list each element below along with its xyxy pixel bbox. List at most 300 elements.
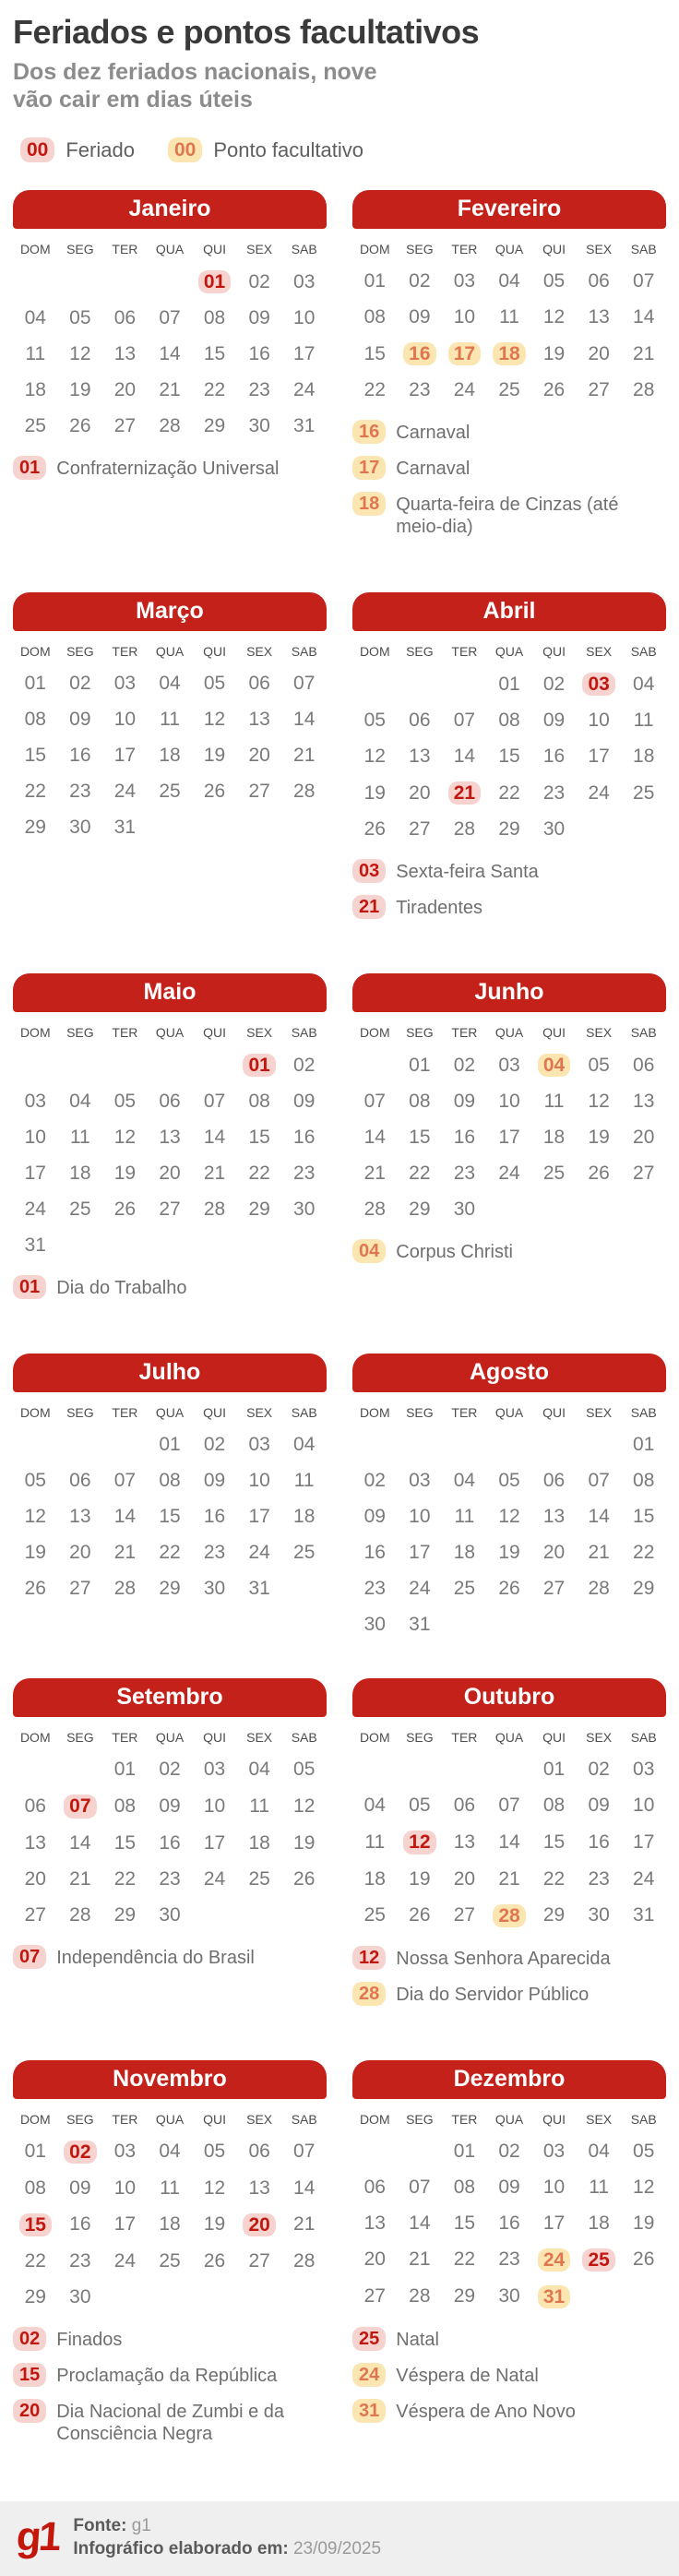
note-row <box>352 2399 666 2423</box>
day-cell: 05 <box>498 1470 520 1492</box>
weekday-label: QUI <box>542 2111 566 2127</box>
day-cell: 02 <box>363 1470 386 1492</box>
day-cell: 05 <box>363 710 386 732</box>
day-cell <box>448 781 481 805</box>
month-title: Maio <box>13 973 327 1012</box>
day-cell: 14 <box>113 1506 137 1528</box>
footer <box>0 2501 679 2576</box>
day-cell: 27 <box>248 781 270 803</box>
calendar-grid <box>13 644 327 839</box>
day-cell: 08 <box>24 2176 46 2199</box>
month-agosto <box>352 1354 666 1636</box>
day-cell: 09 <box>588 1795 610 1817</box>
day-cell: 26 <box>633 2248 655 2271</box>
day-cell: 07 <box>498 1795 520 1817</box>
month-title: Junho <box>352 973 666 1012</box>
footer-date: Infográfico elaborado em: 23/09/2025 <box>73 2539 382 2559</box>
day-cell: 17 <box>542 2212 566 2234</box>
day-cell: 16 <box>248 343 270 365</box>
day-cell: 03 <box>24 1091 46 1113</box>
day-cell: 11 <box>499 306 519 328</box>
day-cell: 25 <box>24 415 46 437</box>
weekday-label: TER <box>451 2111 478 2127</box>
note-label: Proclamação da República <box>56 2365 278 2386</box>
day-cell: 16 <box>542 745 566 768</box>
weekday-label: QUA <box>155 242 185 257</box>
weekday-label: SAB <box>630 1730 657 1746</box>
note-row <box>352 1946 666 1970</box>
month-title: Dezembro <box>352 2060 666 2099</box>
day-cell: 23 <box>248 379 270 401</box>
day-cell: 15 <box>498 745 520 768</box>
weekday-label: SAB <box>630 242 657 257</box>
day-cell: 18 <box>588 2212 610 2234</box>
day-cell: 04 <box>293 1434 316 1456</box>
day-cell: 24 <box>498 1163 520 1185</box>
day-cell: 10 <box>453 306 476 328</box>
day-cell: 29 <box>409 1199 431 1221</box>
day-cell: 28 <box>203 1199 226 1221</box>
facultativo-day-badge: 28 <box>493 1904 525 1927</box>
day-cell: 09 <box>248 307 270 329</box>
day-cell: 14 <box>69 1831 91 1854</box>
day-cell: 17 <box>633 1831 655 1854</box>
day-cell: 11 <box>589 2176 610 2198</box>
day-cell: 21 <box>633 342 655 364</box>
day-cell: 26 <box>203 781 226 803</box>
day-cell: 09 <box>453 1091 476 1113</box>
month-setembro <box>13 1678 327 2017</box>
day-cell <box>538 2248 570 2272</box>
weekday-label: QUA <box>155 1025 185 1041</box>
weekday-label: QUA <box>494 1730 524 1746</box>
day-cell: 24 <box>588 781 610 804</box>
day-cell: 10 <box>293 307 316 329</box>
day-cell: 07 <box>588 1470 610 1492</box>
day-cell: 25 <box>69 1199 91 1221</box>
note-row <box>352 859 666 883</box>
day-cell: 14 <box>409 2212 431 2234</box>
feriado-day-badge: 01 <box>243 1054 275 1077</box>
day-cell: 17 <box>203 1831 226 1854</box>
day-cell: 23 <box>293 1163 316 1185</box>
weekday-label: SEG <box>66 1405 94 1421</box>
day-cell: 20 <box>159 1163 181 1185</box>
day-cell: 27 <box>24 1903 46 1926</box>
day-cell: 24 <box>633 1867 655 1890</box>
weekday-label: QUA <box>494 242 524 257</box>
day-cell: 29 <box>203 415 226 437</box>
note-row <box>352 2327 666 2351</box>
day-cell: 30 <box>69 2285 91 2308</box>
day-cell: 10 <box>113 709 137 731</box>
day-cell: 01 <box>498 673 520 695</box>
note-label: Tiradentes <box>396 898 482 919</box>
month-title: Março <box>13 592 327 631</box>
day-cell: 29 <box>24 817 46 839</box>
day-cell: 30 <box>363 1614 386 1636</box>
weekday-label: QUI <box>542 1025 566 1041</box>
note-label: Véspera de Ano Novo <box>396 2401 576 2422</box>
weekday-label: QUA <box>155 2111 185 2127</box>
weekday-label: QUA <box>494 1025 524 1041</box>
month-title: Agosto <box>352 1354 666 1392</box>
note-day-badge: 17 <box>352 456 386 480</box>
weekday-label: SEG <box>406 1730 434 1746</box>
note-row <box>352 492 666 538</box>
day-cell: 14 <box>363 1127 386 1149</box>
day-cell: 24 <box>113 2249 137 2272</box>
day-cell: 28 <box>293 781 316 803</box>
day-cell: 14 <box>293 2176 316 2199</box>
facultativo-day-badge: 16 <box>403 342 435 365</box>
day-cell: 22 <box>113 1867 137 1890</box>
day-cell: 19 <box>24 1542 46 1564</box>
day-cell: 20 <box>113 379 137 401</box>
weekday-label: SAB <box>291 2111 317 2127</box>
day-cell: 24 <box>203 1867 226 1890</box>
day-cell: 25 <box>248 1867 270 1890</box>
day-cell: 14 <box>293 709 316 731</box>
weekday-label: SEG <box>66 1025 94 1041</box>
day-cell: 30 <box>203 1578 226 1600</box>
day-cell: 03 <box>633 1759 655 1781</box>
day-cell: 03 <box>453 270 476 292</box>
day-cell: 18 <box>453 1542 476 1564</box>
weekday-label: DOM <box>359 2111 390 2127</box>
day-cell <box>403 1831 435 1854</box>
day-cell: 23 <box>363 1578 386 1600</box>
weekday-label: SEG <box>66 644 94 660</box>
day-cell: 04 <box>363 1795 386 1817</box>
weekday-label: DOM <box>359 1730 390 1746</box>
day-cell: 08 <box>24 709 46 731</box>
month-dezembro <box>352 2060 666 2457</box>
day-cell: 30 <box>293 1199 316 1221</box>
weekday-label: QUA <box>494 2111 524 2127</box>
note-day-badge: 25 <box>352 2327 386 2351</box>
day-cell: 15 <box>409 1127 431 1149</box>
weekday-label: SEX <box>246 1730 273 1746</box>
day-cell: 06 <box>248 2141 270 2163</box>
day-cell: 02 <box>293 1054 316 1076</box>
day-cell: 02 <box>248 270 270 292</box>
note-row <box>13 1945 327 1969</box>
day-cell: 01 <box>453 2140 476 2162</box>
day-cell: 01 <box>24 673 46 695</box>
day-cell: 11 <box>160 2176 180 2199</box>
day-cell: 28 <box>293 2249 316 2272</box>
day-cell: 16 <box>203 1506 226 1528</box>
day-cell: 27 <box>542 1578 566 1600</box>
note-row <box>352 1982 666 2006</box>
day-cell: 05 <box>633 2140 655 2162</box>
weekday-label: SAB <box>291 242 317 257</box>
month-notes <box>352 1946 666 2006</box>
day-cell: 09 <box>293 1091 316 1113</box>
weekday-label: TER <box>451 1025 478 1041</box>
day-cell: 18 <box>159 745 181 767</box>
facultativo-day-badge: 17 <box>448 342 481 365</box>
day-cell: 18 <box>159 2213 181 2236</box>
note-day-badge: 02 <box>13 2327 46 2351</box>
weekday-label: SAB <box>291 1025 317 1041</box>
note-day-badge: 28 <box>352 1982 386 2006</box>
day-cell: 02 <box>159 1759 181 1781</box>
day-cell: 17 <box>293 343 316 365</box>
calendar-grid <box>352 1730 666 1926</box>
weekday-label: DOM <box>19 1730 51 1746</box>
day-cell <box>582 2248 614 2272</box>
facultativo-day-badge: 04 <box>538 1054 570 1077</box>
month-novembro <box>13 2060 327 2457</box>
day-cell: 22 <box>248 1163 270 1185</box>
day-cell: 19 <box>69 379 91 401</box>
day-cell: 12 <box>542 306 566 328</box>
day-cell: 09 <box>69 2176 91 2199</box>
day-cell: 25 <box>363 1904 386 1926</box>
day-cell: 18 <box>633 745 655 768</box>
weekday-label: SEG <box>406 1025 434 1041</box>
note-row <box>352 420 666 444</box>
day-cell: 04 <box>159 2141 181 2163</box>
weekday-label: SAB <box>291 1730 317 1746</box>
note-day-badge: 31 <box>352 2399 386 2423</box>
day-cell: 13 <box>633 1091 655 1113</box>
day-cell: 09 <box>69 709 91 731</box>
day-cell: 13 <box>24 1831 46 1854</box>
weekday-label: SAB <box>630 644 657 660</box>
weekday-label: TER <box>451 1730 478 1746</box>
day-cell: 27 <box>363 2285 386 2308</box>
day-cell: 31 <box>633 1904 655 1926</box>
day-cell: 06 <box>588 270 610 292</box>
month-notes <box>13 2327 327 2445</box>
day-cell: 12 <box>498 1506 520 1528</box>
feriado-day-badge: 21 <box>448 781 481 805</box>
legend-item-feriado <box>20 137 135 162</box>
note-label: Independência do Brasil <box>56 1947 255 1968</box>
day-cell: 13 <box>248 709 270 731</box>
day-cell: 28 <box>69 1903 91 1926</box>
day-cell: 03 <box>113 2141 137 2163</box>
weekday-label: TER <box>112 1730 138 1746</box>
day-cell: 19 <box>542 342 566 364</box>
day-cell: 03 <box>409 1470 431 1492</box>
weekday-label: SEX <box>246 1025 273 1041</box>
facultativo-badge-sample: 00 <box>168 137 202 162</box>
day-cell: 02 <box>69 673 91 695</box>
day-cell: 15 <box>542 1831 566 1854</box>
note-label: Finados <box>56 2329 123 2350</box>
day-cell: 01 <box>363 270 386 292</box>
legend-facultativo-label: Ponto facultativo <box>213 137 363 161</box>
calendar-grid <box>13 1025 327 1257</box>
weekday-label: SEX <box>586 644 613 660</box>
day-cell: 08 <box>542 1795 566 1817</box>
day-cell: 26 <box>363 818 386 841</box>
weekday-label: DOM <box>19 2111 51 2127</box>
day-cell <box>538 2285 570 2308</box>
month-title: Outubro <box>352 1678 666 1717</box>
day-cell: 13 <box>542 1506 566 1528</box>
month-notes <box>352 2327 666 2423</box>
day-cell: 07 <box>363 1091 386 1113</box>
day-cell: 21 <box>69 1867 91 1890</box>
day-cell: 23 <box>409 379 431 401</box>
note-day-badge: 12 <box>352 1946 386 1970</box>
note-label: Nossa Senhora Aparecida <box>396 1948 611 1969</box>
day-cell: 27 <box>113 415 137 437</box>
day-cell: 09 <box>409 306 431 328</box>
day-cell: 12 <box>203 709 226 731</box>
day-cell: 15 <box>159 1506 181 1528</box>
day-cell: 17 <box>409 1542 431 1564</box>
day-cell: 19 <box>113 1163 137 1185</box>
feriado-badge-sample: 00 <box>20 137 54 162</box>
day-cell: 26 <box>69 415 91 437</box>
day-cell: 26 <box>113 1199 137 1221</box>
day-cell: 12 <box>203 2176 226 2199</box>
day-cell: 13 <box>113 343 137 365</box>
day-cell: 19 <box>633 2212 655 2234</box>
facultativo-day-badge: 31 <box>538 2285 570 2308</box>
weekday-label: SEX <box>246 1405 273 1421</box>
day-cell: 02 <box>498 2140 520 2162</box>
weekday-label: SEX <box>246 242 273 257</box>
day-cell: 26 <box>409 1904 431 1926</box>
day-cell: 01 <box>159 1434 181 1456</box>
day-cell: 23 <box>159 1867 181 1890</box>
month-title: Abril <box>352 592 666 631</box>
day-cell: 21 <box>293 745 316 767</box>
day-cell: 04 <box>248 1759 270 1781</box>
note-day-badge: 15 <box>13 2363 46 2387</box>
note-day-badge: 03 <box>352 859 386 883</box>
weekday-label: QUI <box>203 644 226 660</box>
day-cell: 12 <box>293 1795 316 1818</box>
day-cell: 19 <box>409 1867 431 1890</box>
note-day-badge: 16 <box>352 420 386 444</box>
day-cell: 05 <box>588 1054 610 1076</box>
weekday-label: SEX <box>586 242 613 257</box>
day-cell: 27 <box>69 1578 91 1600</box>
day-cell: 16 <box>498 2212 520 2234</box>
note-row <box>352 456 666 480</box>
legend-feriado-label: Feriado <box>66 137 135 161</box>
feriado-day-badge: 02 <box>64 2141 96 2164</box>
month-julho <box>13 1354 327 1636</box>
day-cell: 13 <box>363 2212 386 2234</box>
day-cell: 16 <box>293 1127 316 1149</box>
note-row <box>352 2363 666 2387</box>
footer-source: Fonte: g1 <box>73 2515 151 2535</box>
day-cell: 22 <box>633 1542 655 1564</box>
day-cell: 03 <box>248 1434 270 1456</box>
month-junho <box>352 973 666 1311</box>
month-notes <box>352 859 666 919</box>
calendar-grid <box>352 644 666 841</box>
day-cell: 19 <box>203 2213 226 2236</box>
day-cell: 18 <box>69 1163 91 1185</box>
day-cell: 14 <box>159 343 181 365</box>
day-cell: 01 <box>542 1759 566 1781</box>
day-cell: 15 <box>363 342 386 364</box>
note-label: Véspera de Natal <box>396 2365 539 2386</box>
day-cell: 16 <box>453 1127 476 1149</box>
day-cell <box>19 2213 52 2236</box>
day-cell: 04 <box>498 270 520 292</box>
day-cell: 30 <box>453 1199 476 1221</box>
day-cell: 13 <box>159 1127 181 1149</box>
weekday-label: DOM <box>359 1025 390 1041</box>
day-cell: 23 <box>69 781 91 803</box>
day-cell: 23 <box>203 1542 226 1564</box>
weekday-label: QUI <box>203 1025 226 1041</box>
day-cell: 13 <box>409 745 431 768</box>
weekday-label: QUI <box>203 1730 226 1746</box>
day-cell: 21 <box>409 2248 431 2271</box>
weekday-label: TER <box>112 242 138 257</box>
day-cell: 22 <box>409 1163 431 1185</box>
day-cell: 02 <box>542 673 566 695</box>
weekday-label: SEG <box>406 242 434 257</box>
weekday-label: TER <box>451 644 478 660</box>
day-cell: 10 <box>203 1795 226 1818</box>
day-cell: 25 <box>453 1578 476 1600</box>
day-cell: 30 <box>69 817 91 839</box>
day-cell: 27 <box>159 1199 181 1221</box>
day-cell: 12 <box>633 2176 655 2198</box>
day-cell: 05 <box>69 307 91 329</box>
day-cell: 28 <box>588 1578 610 1600</box>
day-cell <box>243 1054 275 1077</box>
day-cell: 20 <box>363 2248 386 2271</box>
day-cell: 06 <box>24 1795 46 1818</box>
calendar-grid <box>13 1730 327 1926</box>
month-fevereiro <box>352 190 666 550</box>
day-cell: 20 <box>24 1867 46 1890</box>
day-cell: 02 <box>453 1054 476 1076</box>
day-cell: 04 <box>453 1470 476 1492</box>
day-cell: 29 <box>24 2285 46 2308</box>
weekday-label: SEG <box>66 1730 94 1746</box>
note-row <box>13 456 327 480</box>
day-cell: 09 <box>542 710 566 732</box>
day-cell: 28 <box>363 1199 386 1221</box>
day-cell: 31 <box>113 817 137 839</box>
feriado-day-badge: 07 <box>64 1795 96 1818</box>
day-cell: 11 <box>543 1091 565 1113</box>
weekday-label: SAB <box>630 1405 657 1421</box>
day-cell: 15 <box>633 1506 655 1528</box>
note-label: Confraternização Universal <box>56 459 280 480</box>
day-cell: 16 <box>69 2213 91 2236</box>
weekday-label: TER <box>112 1025 138 1041</box>
month-janeiro <box>13 190 327 550</box>
weekday-label: QUA <box>155 644 185 660</box>
day-cell: 02 <box>409 270 431 292</box>
weekday-label: SAB <box>630 1025 657 1041</box>
facultativo-day-badge: 18 <box>493 342 525 365</box>
day-cell: 31 <box>409 1614 431 1636</box>
feriado-day-badge: 03 <box>582 673 614 696</box>
day-cell: 06 <box>113 307 137 329</box>
note-day-badge: 21 <box>352 895 386 919</box>
day-cell: 10 <box>113 2176 137 2199</box>
day-cell: 01 <box>633 1434 655 1456</box>
day-cell: 14 <box>453 745 476 768</box>
